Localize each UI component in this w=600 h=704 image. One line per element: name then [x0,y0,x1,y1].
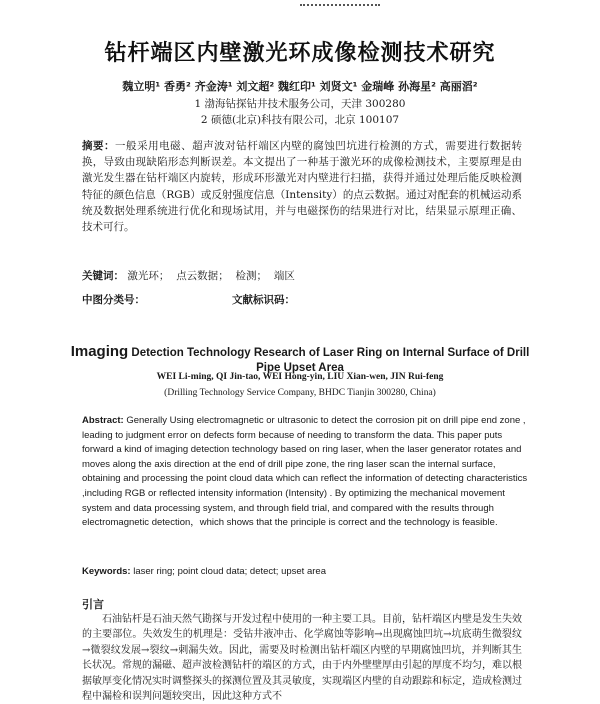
english-keywords-label: Keywords: [82,566,131,577]
chinese-abstract-label: 摘要： [82,140,116,152]
english-authors: WEI Li-ming, QI Jin-tao, WEI Hong-yin, LIU Xian-wen, JIN Rui-feng [156,372,444,382]
chinese-keywords-label: 关键词： [82,270,124,282]
english-abstract-label: Abstract: [82,415,124,426]
english-title-first-word: Imaging [70,343,129,360]
chinese-title: 钻杆端区内壁激光环成像检测技术研究 [104,41,496,66]
classification-line [82,292,522,307]
scan-mark [300,4,380,10]
english-abstract-text: Generally Using electromagnetic or ultrasonic to detect the corrosion pit on drill pipe end zone , leading to judgment error on defects form because of needing to transform the data. This paper puts forward a kind of imaging detection technology based on ring laser, when the laser generator rotates and moves along the axis direction at the end of drill pipe zone, the ring laser scan the internal surface, obtaining and processing the point cloud data which can reflect the information of detecting characteristics ,including RGB or reflected intensity information (Intensity) . By optimizing the mechanical movement system and data processing system, and through field trial, and compared with the results through electromagnetic detection，which shows that the principle is correct and the technology is feasible. [82,415,528,529]
english-abstract [82,414,528,531]
affiliation-1: 1 渤海钻探钻井技术服务公司，天津 300280 [194,98,406,110]
english-keywords [82,566,528,577]
english-keywords-text: laser ring; point cloud data; detect; upset area [130,566,326,577]
intro-paragraph: 石油钻杆是石油天然气勘探与开发过程中使用的一种主要工具。目前，钻杆端区内壁是发生失效的主要部位。失效发生的机理是：受钻井液冲击、化学腐蚀等影响→出现腐蚀凹坑→坑底萌生微裂纹→微裂纹发展→裂纹→刺漏失效。因此，需要及时检测出钻杆端区内壁的早期腐蚀凹坑，并判断其生长状况。常规的漏磁、超声波检测钻杆的端区的方式，由于内外壁壁厚由引起的厚度不均匀，难以根据敏厚变化情况实时调整探头的探测位置及其灵敏度，实现端区内壁的自动跟踪和标定，造成检测过程中漏检和误判问题较突出，因此这种方式不 [82,614,522,703]
intro-body [82,612,522,704]
chinese-authors: 魏立明¹ 香勇² 齐金涛¹ 刘文超² 魏红印¹ 刘贤文¹ 金瑞峰 孙海星² 高丽滔² [122,80,478,93]
clc-label: 中图分类号： [82,294,145,306]
keyword: 点云数据 [176,270,219,282]
keyword: 检测 [235,270,257,282]
english-title-rest: Detection Technology Research of Laser Ring on Internal Surface of Drill Pipe Upset Area [128,347,530,374]
english-affiliation: (Drilling Technology Service Company, BHDC Tianjin 300280, China) [164,388,436,398]
intro-heading: 引言 [82,598,104,611]
affiliation-2: 2 硕德(北京)科技有限公司，北京 100107 [200,114,400,126]
chinese-keywords: 关键词： 激光环； 点云数据； 检测； 端区 [82,270,295,282]
keyword: 端区 [273,270,295,282]
doc-code-label: 文献标识码： [232,294,295,306]
chinese-abstract [82,138,522,235]
chinese-abstract-text: 一般采用电磁、超声波对钻杆端区内壁的腐蚀凹坑进行检测的方式，需要进行数据转换，导致由现缺陷形态判断误差。本文提出了一种基于激光环的成像检测技术，主要原理是由激光发生器在钻杆端区内旋转，形成环形激光对内壁进行扫描，获得并通过处理后能反映检测特征的颜色信息（RGB）或反射强度信息（Intensity）的点云数据。通过对配套的机械运动系统及数据处理系统进行优化和现场试用，并与电磁探伤的结果进行对比，结果显示原理正确、技术可行。 [82,140,523,234]
keyword: 激光环 [127,270,159,282]
